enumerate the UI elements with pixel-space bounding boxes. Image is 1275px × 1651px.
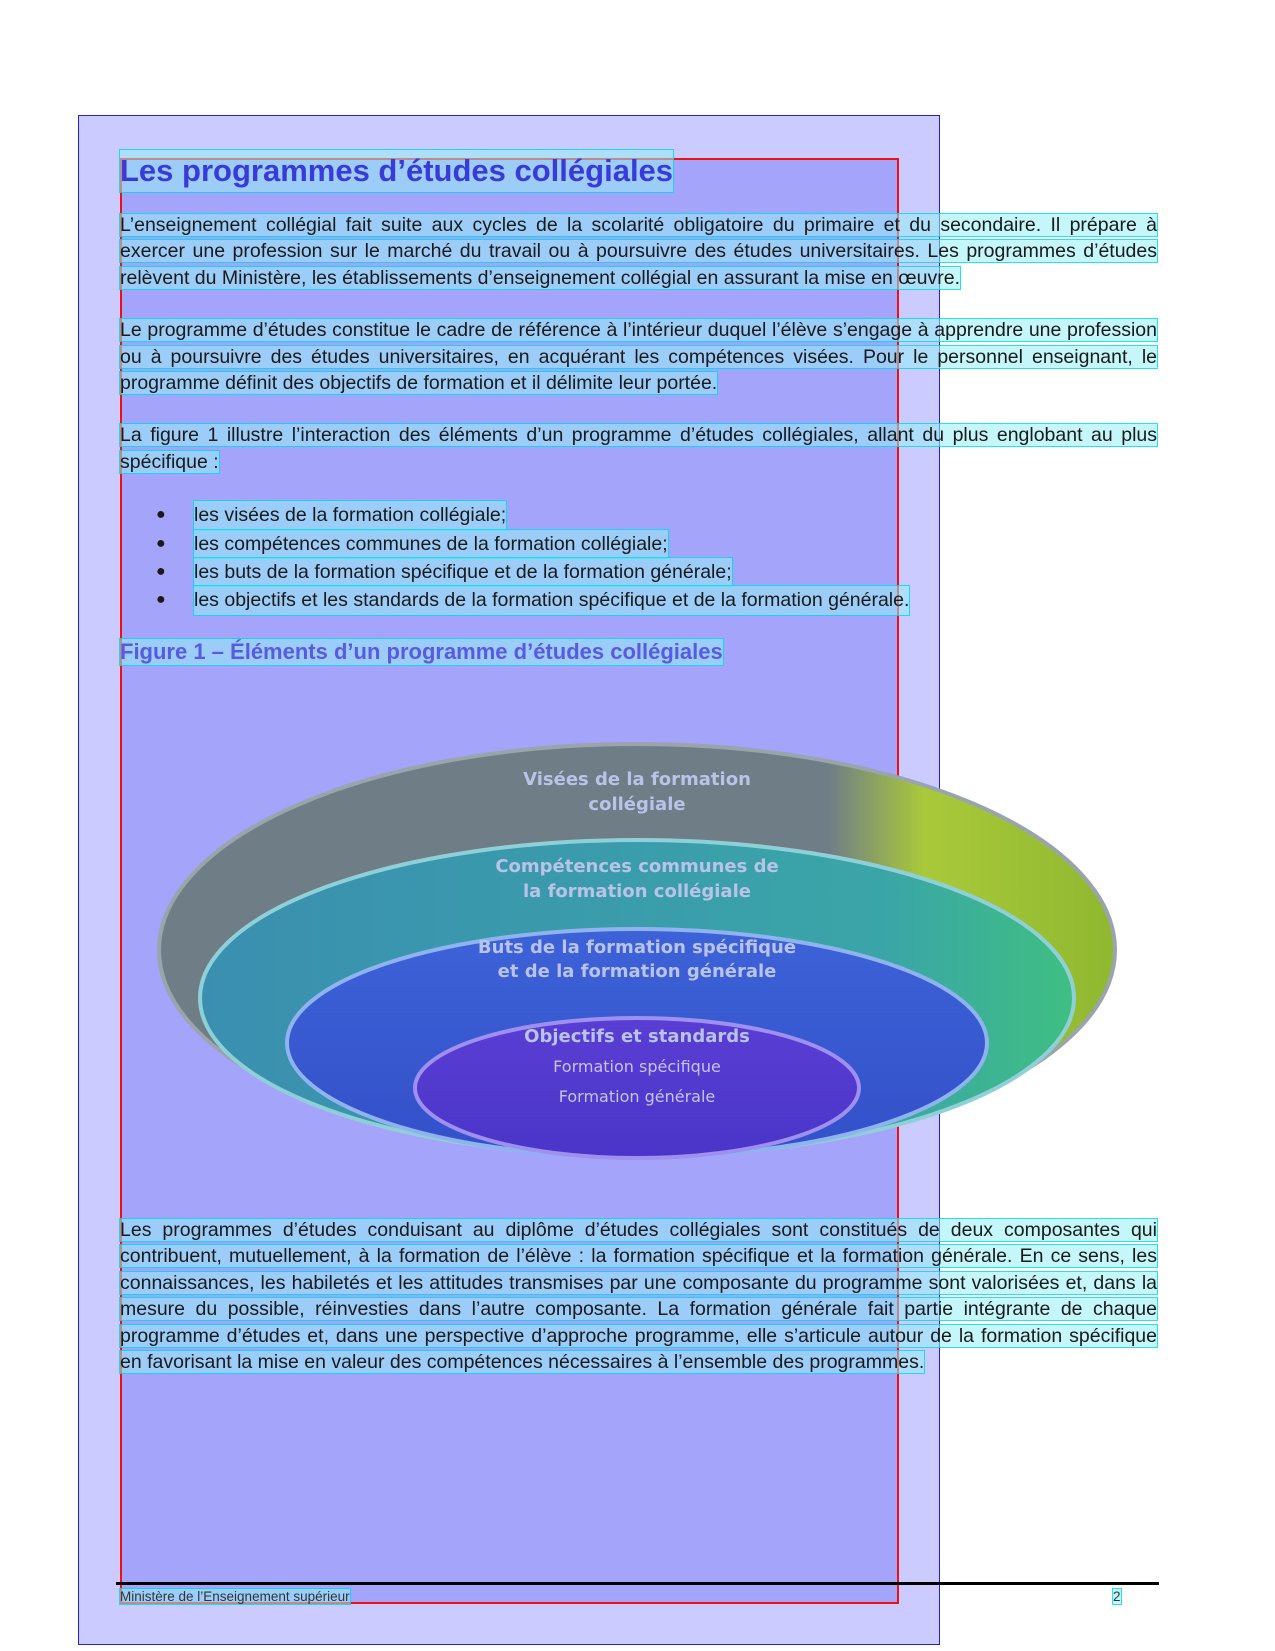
paragraph-text: L’enseignement collégial fait suite aux cycles de la scolarité obligatoire du primaire et du secondaire. Il prépare à exercer une profession sur le marché du travail ou à poursuivre des études universitaires. Les programmes d’études relèvent du Ministère, les établissements d’enseignement collégial en assurant la mise en œuvre. bbox=[120, 214, 1157, 289]
list-item bbox=[156, 501, 1157, 529]
ellipse-label: Formation spécifique bbox=[553, 1057, 721, 1076]
intro-paragraph-1 bbox=[120, 212, 1157, 291]
intro-paragraph-2 bbox=[120, 317, 1157, 396]
list-item bbox=[156, 558, 1157, 586]
paragraph-text: Le programme d’études constitue le cadre de référence à l’intérieur duquel l’élève s’engage à apprendre une profession ou à poursuivre des études universitaires, en acquérant les compétences visées. Pour le personnel enseignant, le programme définit des objectifs de formation et il délimite leur portée. bbox=[120, 319, 1157, 395]
ellipse-label: et de la formation générale bbox=[497, 961, 777, 982]
ellipse-label: collégiale bbox=[588, 794, 686, 815]
page-title: Les programmes d’études collégiales bbox=[120, 150, 673, 192]
list-item-text: les buts de la formation spécifique et de la formation générale; bbox=[194, 558, 732, 586]
footer-rule bbox=[116, 1582, 1159, 1585]
ellipse-label: Visées de la formation bbox=[523, 769, 751, 790]
list-item bbox=[156, 530, 1157, 558]
intro-paragraph-3 bbox=[120, 422, 1157, 475]
paragraph-text: La figure 1 illustre l’interaction des éléments d’un programme d’études collégiales, allant du plus englobant au plus spécifique : bbox=[120, 424, 1157, 473]
bullet-icon: ● bbox=[156, 506, 166, 524]
ellipse-label: Buts de la formation spécifique bbox=[477, 937, 797, 958]
bullet-icon: ● bbox=[156, 591, 166, 609]
list-item-text: les compétences communes de la formation collégiale; bbox=[194, 530, 668, 558]
ellipse-label: Objectifs et standards bbox=[524, 1026, 750, 1047]
bullet-icon: ● bbox=[156, 563, 166, 581]
list-item-text: les visées de la formation collégiale; bbox=[194, 501, 506, 529]
ellipse-label: Formation générale bbox=[558, 1087, 716, 1106]
ellipse-label: Compétences communes de bbox=[495, 856, 779, 877]
footer-ministry: Ministère de l’Enseignement supérieur bbox=[120, 1589, 350, 1604]
main-content bbox=[120, 150, 1157, 665]
figure-caption: Figure 1 – Éléments d’un programme d’études collégiales bbox=[120, 638, 723, 664]
final-paragraph bbox=[120, 1217, 1157, 1375]
ellipse-label: la formation collégiale bbox=[523, 881, 751, 902]
page-number: 2 bbox=[1113, 1589, 1121, 1604]
list-item-text: les objectifs et les standards de la formation spécifique et de la formation générale. bbox=[194, 586, 909, 614]
list-item bbox=[156, 586, 1157, 614]
element-list bbox=[120, 501, 1157, 615]
nested-ellipses-figure bbox=[152, 740, 1122, 1160]
bullet-icon: ● bbox=[156, 534, 166, 552]
paragraph-text: Les programmes d’études conduisant au diplôme d’études collégiales sont constitués de deux composantes qui contribuent, mutuellement, à la formation de l’élève : la formation spécifique et la formation générale. En ce sens, les connaissances, les habiletés et les attitudes transmises par une composante du programme sont valorisées et, dans la mesure du possible, réinvesties dans l’autre composante. La formation générale fait partie intégrante de chaque programme d’études et, dans une perspective d’approche programme, elle s’articule autour de la formation spécifique en favorisant la mise en valeur des compétences nécessaires à l’ensemble des programmes. bbox=[120, 1219, 1157, 1374]
